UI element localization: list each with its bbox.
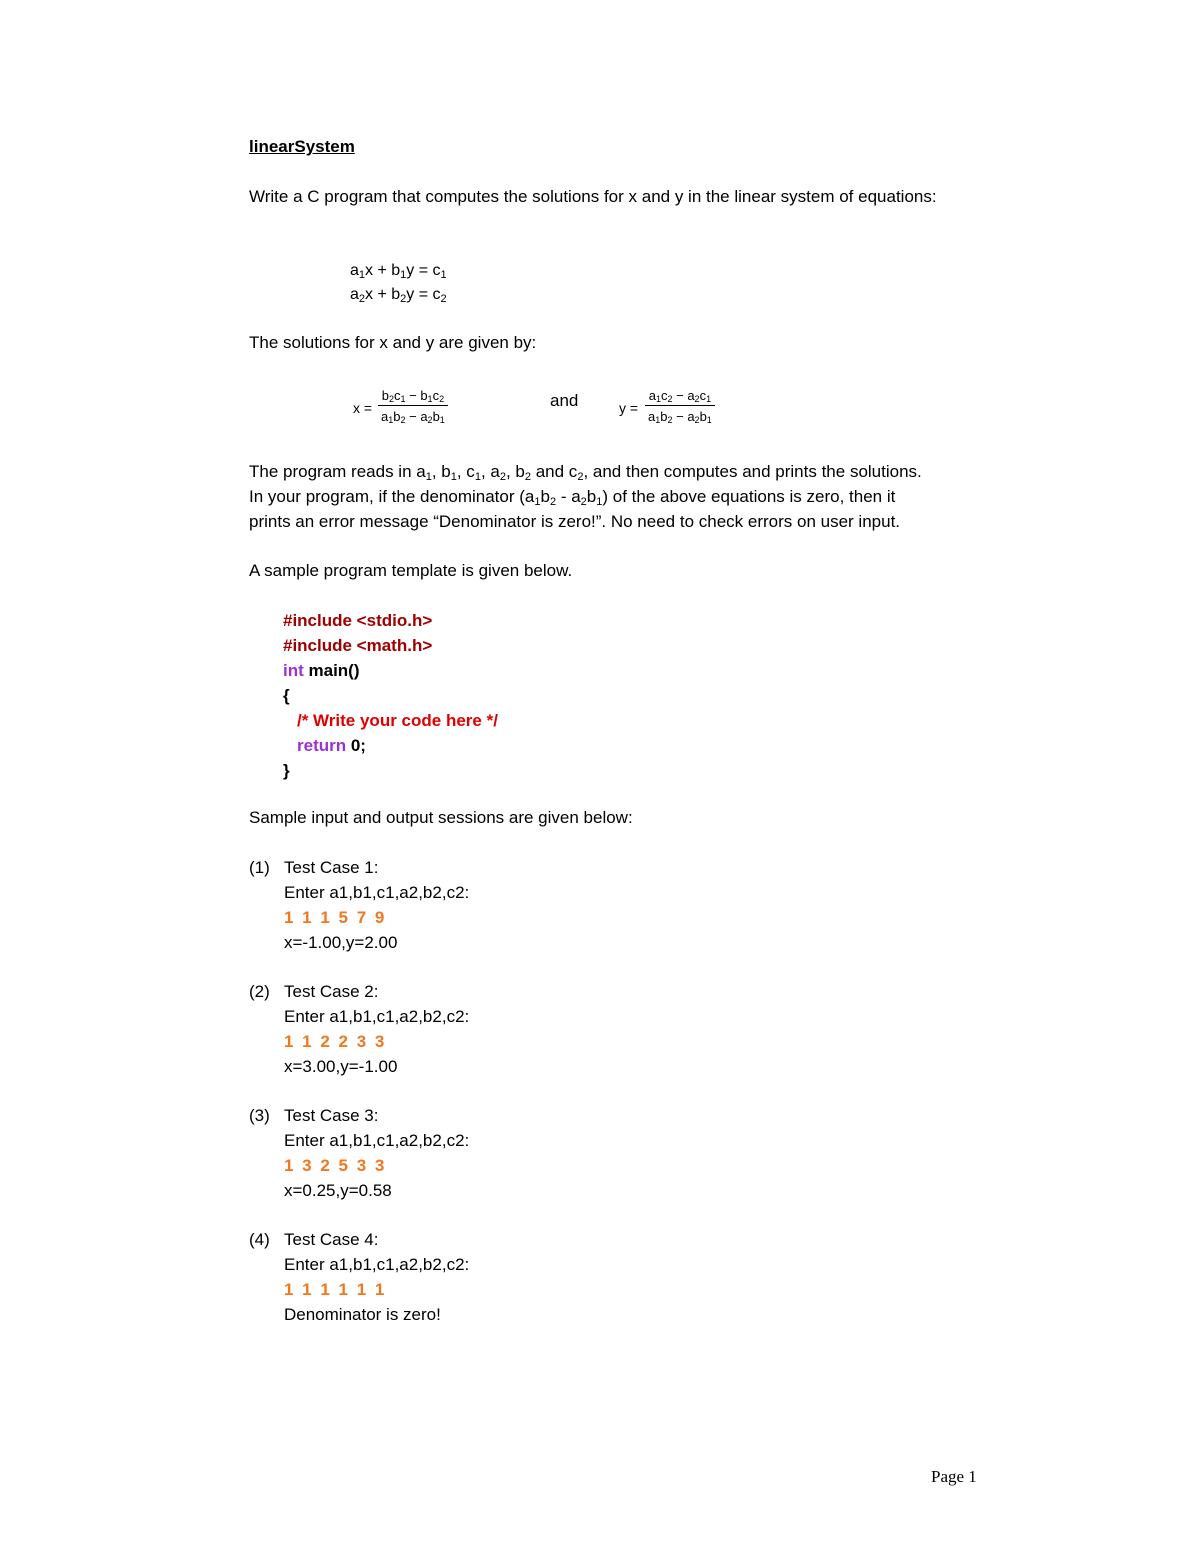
case-3-prompt: Enter a1,b1,c1,a2,b2,c2: bbox=[284, 1131, 470, 1150]
code-main-signature: int main() bbox=[283, 661, 360, 680]
code-return: return 0; bbox=[297, 736, 366, 755]
code-comment: /* Write your code here */ bbox=[297, 711, 498, 730]
formula-and: and bbox=[550, 391, 579, 410]
case-2-prompt: Enter a1,b1,c1,a2,b2,c2: bbox=[284, 1007, 470, 1026]
case-3-input: 1 3 2 5 3 3 bbox=[284, 1156, 387, 1175]
case-4 bbox=[284, 1227, 469, 1327]
case-4-output: Denominator is zero! bbox=[284, 1305, 441, 1324]
code-open-brace: { bbox=[283, 686, 290, 705]
case-4-prompt: Enter a1,b1,c1,a2,b2,c2: bbox=[284, 1255, 470, 1274]
case-1-title: Test Case 1: bbox=[284, 858, 379, 877]
case-2-title: Test Case 2: bbox=[284, 982, 379, 1001]
equation-1: $a_1x + b_1y = c_1$ bbox=[350, 262, 447, 281]
case-2-output: x=3.00,y=-1.00 bbox=[284, 1057, 398, 1076]
case-1-prompt: Enter a1,b1,c1,a2,b2,c2: bbox=[284, 883, 470, 902]
y-denominator: $a_1b_2 - a_2b_1$ bbox=[648, 409, 712, 425]
intro-paragraph: Write a C program that computes the solutions for x and y in the linear system of equations: bbox=[249, 187, 937, 206]
case-2-number: (2) bbox=[249, 982, 270, 1001]
case-3 bbox=[284, 1103, 469, 1203]
case-1-input: 1 1 1 5 7 9 bbox=[284, 908, 387, 927]
y-numerator: $a_1c_2 - a_2c_1$ bbox=[645, 388, 715, 406]
case-3-number: (3) bbox=[249, 1106, 270, 1125]
case-1-number: (1) bbox=[249, 858, 270, 877]
x-formula-label: x = bbox=[353, 400, 373, 416]
case-4-number: (4) bbox=[249, 1230, 270, 1249]
case-2-input: 1 1 2 2 3 3 bbox=[284, 1032, 387, 1051]
equation-2: $a_2x + b_2y = c_2$ bbox=[350, 286, 447, 305]
template-intro: A sample program template is given below. bbox=[249, 561, 573, 580]
code-include-math: #include <math.h> bbox=[283, 636, 433, 655]
y-formula-fraction bbox=[645, 388, 715, 424]
code-include-stdio: #include <stdio.h> bbox=[283, 611, 433, 630]
x-denominator: $a_1b_2 - a_2b_1$ bbox=[381, 409, 445, 425]
case-4-input: 1 1 1 1 1 1 bbox=[284, 1280, 387, 1299]
sessions-intro: Sample input and output sessions are given below: bbox=[249, 808, 633, 827]
description-line-1: The program reads in $a_1$, $b_1$, $c_1$, $a_2$, $b_2$ and $c_2$, and then computes and prints the solutions. bbox=[249, 462, 922, 483]
code-close-brace: } bbox=[283, 761, 290, 780]
y-formula-label: y = bbox=[619, 400, 639, 416]
description-line-3: prints an error message “Denominator is zero!”. No need to check errors on user input. bbox=[249, 512, 901, 531]
page-title: linearSystem bbox=[249, 137, 355, 156]
case-4-title: Test Case 4: bbox=[284, 1230, 379, 1249]
solutions-intro: The solutions for x and y are given by: bbox=[249, 333, 537, 352]
description-line-2: In your program, if the denominator $(a_1b_2 - a_2b_1)$ of the above equations is zero, then it bbox=[249, 487, 896, 508]
case-3-title: Test Case 3: bbox=[284, 1106, 379, 1125]
x-numerator: $b_2c_1 - b_1c_2$ bbox=[378, 388, 448, 406]
case-1-output: x=-1.00,y=2.00 bbox=[284, 933, 398, 952]
page-number: Page 1 bbox=[931, 1467, 977, 1486]
case-1 bbox=[284, 855, 469, 955]
case-3-output: x=0.25,y=0.58 bbox=[284, 1181, 392, 1200]
case-2 bbox=[284, 979, 469, 1079]
x-formula-fraction bbox=[378, 388, 448, 424]
